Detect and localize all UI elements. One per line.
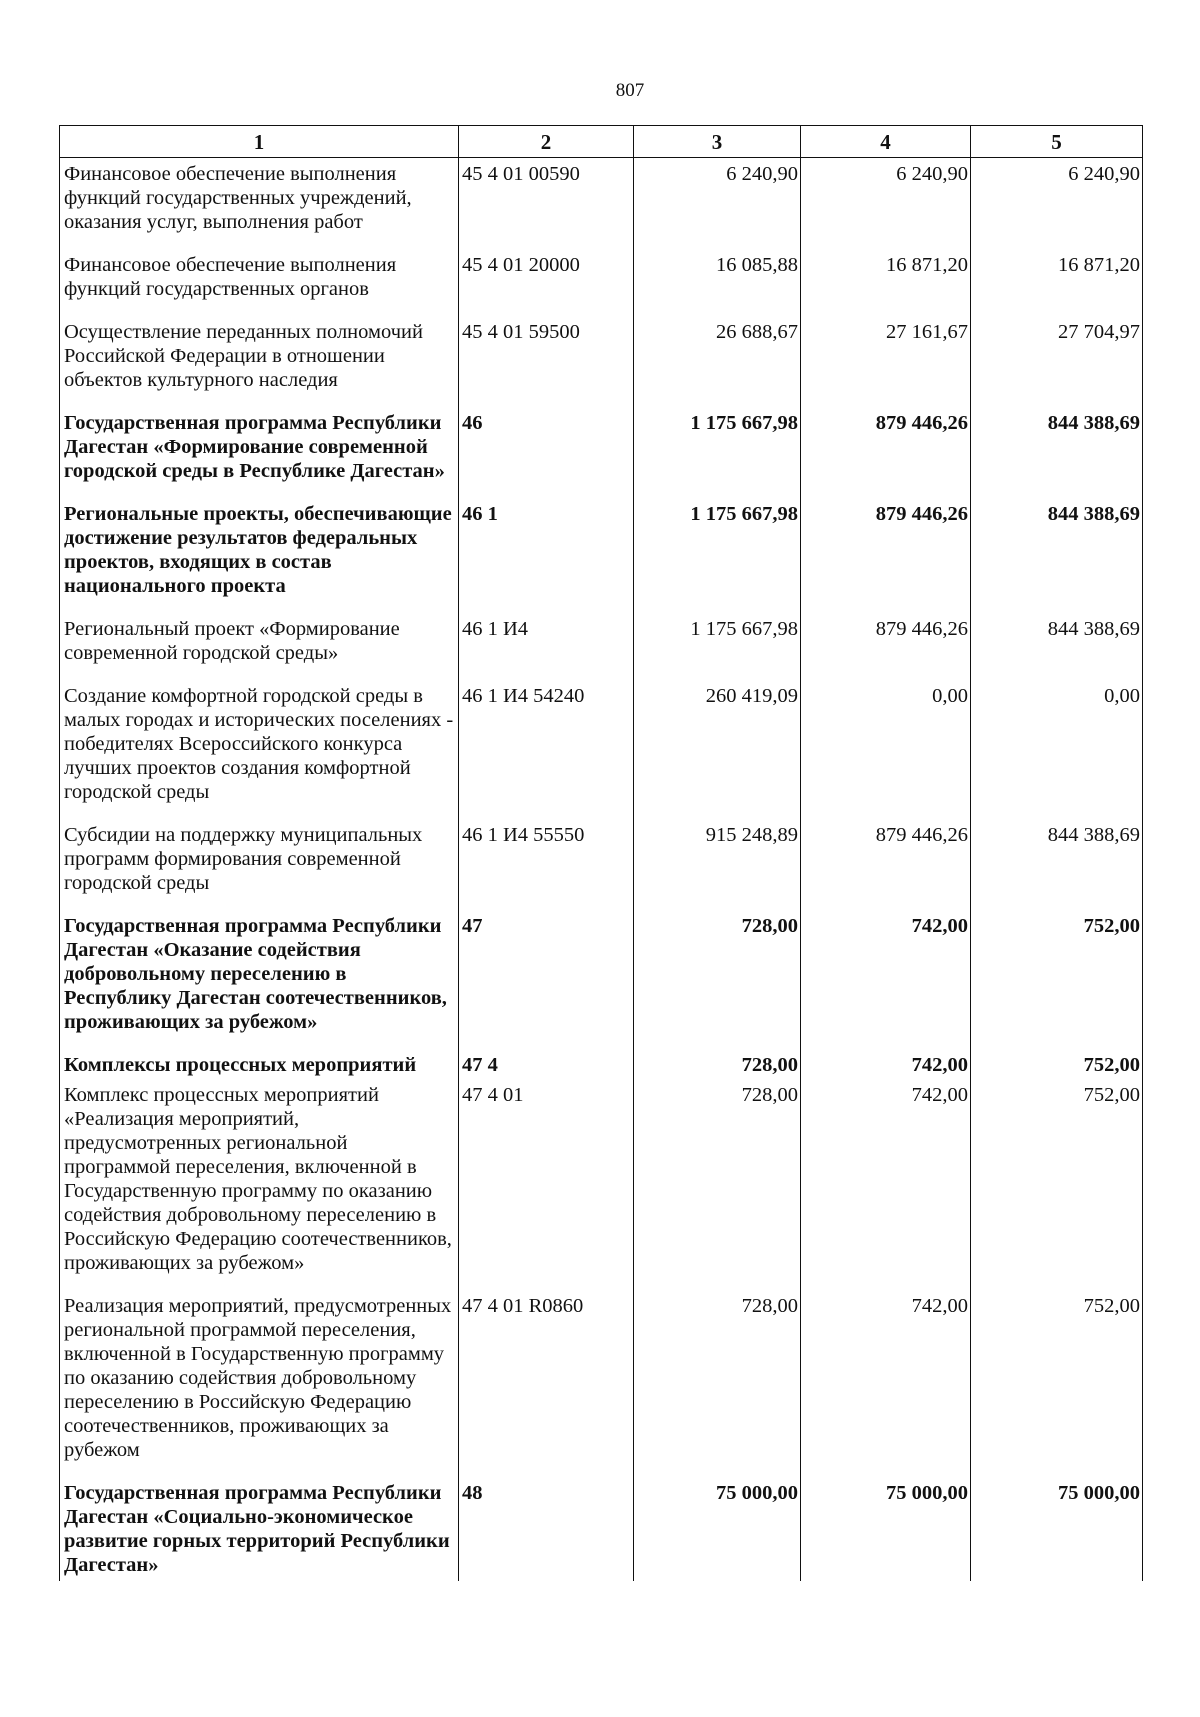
row-name: Региональный проект «Формирование современной городской среды» bbox=[60, 615, 459, 682]
table-row bbox=[60, 318, 1143, 409]
row-code: 47 4 01 R0860 bbox=[459, 1292, 634, 1479]
column-header-5: 5 bbox=[971, 126, 1143, 158]
row-name: Финансовое обеспечение выполнения функций государственных учреждений, оказания услуг, выполнения работ bbox=[60, 158, 459, 252]
row-code: 46 1 И4 bbox=[459, 615, 634, 682]
row-value-3: 75 000,00 bbox=[634, 1479, 801, 1581]
table-row bbox=[60, 409, 1143, 500]
row-value-3: 915 248,89 bbox=[634, 821, 801, 912]
row-value-3: 6 240,90 bbox=[634, 158, 801, 252]
row-value-4: 75 000,00 bbox=[801, 1479, 971, 1581]
row-value-5: 752,00 bbox=[971, 1051, 1143, 1081]
row-value-3: 1 175 667,98 bbox=[634, 409, 801, 500]
row-code: 47 bbox=[459, 912, 634, 1051]
row-name: Финансовое обеспечение выполнения функций государственных органов bbox=[60, 251, 459, 318]
row-value-3: 1 175 667,98 bbox=[634, 615, 801, 682]
row-name: Субсидии на поддержку муниципальных программ формирования современной городской среды bbox=[60, 821, 459, 912]
row-code: 48 bbox=[459, 1479, 634, 1581]
row-value-4: 879 446,26 bbox=[801, 500, 971, 615]
row-name: Создание комфортной городской среды в малых городах и исторических поселениях - победителях Всероссийского конкурса лучших проектов создания комфортной городской среды bbox=[60, 682, 459, 821]
row-value-3: 1 175 667,98 bbox=[634, 500, 801, 615]
row-code: 45 4 01 00590 bbox=[459, 158, 634, 252]
row-code: 46 1 bbox=[459, 500, 634, 615]
table-header-row bbox=[60, 126, 1143, 158]
row-value-4: 879 446,26 bbox=[801, 409, 971, 500]
row-value-4: 6 240,90 bbox=[801, 158, 971, 252]
column-header-4: 4 bbox=[801, 126, 971, 158]
row-value-4: 742,00 bbox=[801, 1292, 971, 1479]
row-value-5: 844 388,69 bbox=[971, 409, 1143, 500]
row-code: 46 1 И4 54240 bbox=[459, 682, 634, 821]
row-name: Региональные проекты, обеспечивающие достижение результатов федеральных проектов, входящих в состав национального проекта bbox=[60, 500, 459, 615]
row-code: 46 bbox=[459, 409, 634, 500]
table-row bbox=[60, 1051, 1143, 1081]
row-value-4: 742,00 bbox=[801, 912, 971, 1051]
row-value-3: 16 085,88 bbox=[634, 251, 801, 318]
row-value-5: 752,00 bbox=[971, 1292, 1143, 1479]
row-code: 47 4 01 bbox=[459, 1081, 634, 1292]
row-name: Государственная программа Республики Дагестан «Оказание содействия добровольному переселению в Республику Дагестан соотечественников, проживающих за рубежом» bbox=[60, 912, 459, 1051]
row-value-3: 728,00 bbox=[634, 1051, 801, 1081]
row-value-5: 844 388,69 bbox=[971, 615, 1143, 682]
row-value-3: 728,00 bbox=[634, 912, 801, 1051]
row-value-4: 742,00 bbox=[801, 1081, 971, 1292]
table-row bbox=[60, 682, 1143, 821]
table-row bbox=[60, 1292, 1143, 1479]
row-value-5: 752,00 bbox=[971, 912, 1143, 1051]
table-row bbox=[60, 821, 1143, 912]
column-header-1: 1 bbox=[60, 126, 459, 158]
table-row bbox=[60, 158, 1143, 252]
table-row bbox=[60, 1479, 1143, 1581]
table-row bbox=[60, 912, 1143, 1051]
row-value-5: 844 388,69 bbox=[971, 500, 1143, 615]
column-header-2: 2 bbox=[459, 126, 634, 158]
row-value-3: 728,00 bbox=[634, 1081, 801, 1292]
row-name: Государственная программа Республики Дагестан «Формирование современной городской среды в Республике Дагестан» bbox=[60, 409, 459, 500]
row-code: 45 4 01 59500 bbox=[459, 318, 634, 409]
row-value-3: 26 688,67 bbox=[634, 318, 801, 409]
row-value-5: 16 871,20 bbox=[971, 251, 1143, 318]
row-value-5: 752,00 bbox=[971, 1081, 1143, 1292]
row-value-5: 0,00 bbox=[971, 682, 1143, 821]
row-value-4: 27 161,67 bbox=[801, 318, 971, 409]
row-name: Осуществление переданных полномочий Российской Федерации в отношении объектов культурного наследия bbox=[60, 318, 459, 409]
row-value-4: 0,00 bbox=[801, 682, 971, 821]
row-value-5: 844 388,69 bbox=[971, 821, 1143, 912]
table-row bbox=[60, 615, 1143, 682]
row-value-5: 75 000,00 bbox=[971, 1479, 1143, 1581]
budget-table bbox=[59, 125, 1143, 1581]
table-row bbox=[60, 251, 1143, 318]
table-row bbox=[60, 500, 1143, 615]
row-value-5: 27 704,97 bbox=[971, 318, 1143, 409]
row-name: Комплекс процессных мероприятий «Реализация мероприятий, предусмотренных региональной программой переселения, включенной в Государственную программу по оказанию содействия добровольному переселению в Российскую Федерацию соотечественников, проживающих за рубежом» bbox=[60, 1081, 459, 1292]
row-name: Комплексы процессных мероприятий bbox=[60, 1051, 459, 1081]
row-name: Реализация мероприятий, предусмотренных региональной программой переселения, включенной в Государственную программу по оказанию содействия добровольному переселению в Российскую Федерацию соотечественников, проживающих за рубежом bbox=[60, 1292, 459, 1479]
row-value-3: 260 419,09 bbox=[634, 682, 801, 821]
row-value-4: 742,00 bbox=[801, 1051, 971, 1081]
row-value-4: 879 446,26 bbox=[801, 821, 971, 912]
row-code: 45 4 01 20000 bbox=[459, 251, 634, 318]
table-row bbox=[60, 1081, 1143, 1292]
row-value-5: 6 240,90 bbox=[971, 158, 1143, 252]
row-code: 47 4 bbox=[459, 1051, 634, 1081]
row-value-4: 879 446,26 bbox=[801, 615, 971, 682]
row-code: 46 1 И4 55550 bbox=[459, 821, 634, 912]
row-name: Государственная программа Республики Дагестан «Социально-экономическое развитие горных территорий Республики Дагестан» bbox=[60, 1479, 459, 1581]
row-value-4: 16 871,20 bbox=[801, 251, 971, 318]
column-header-3: 3 bbox=[634, 126, 801, 158]
row-value-3: 728,00 bbox=[634, 1292, 801, 1479]
page-number: 807 bbox=[615, 80, 645, 101]
